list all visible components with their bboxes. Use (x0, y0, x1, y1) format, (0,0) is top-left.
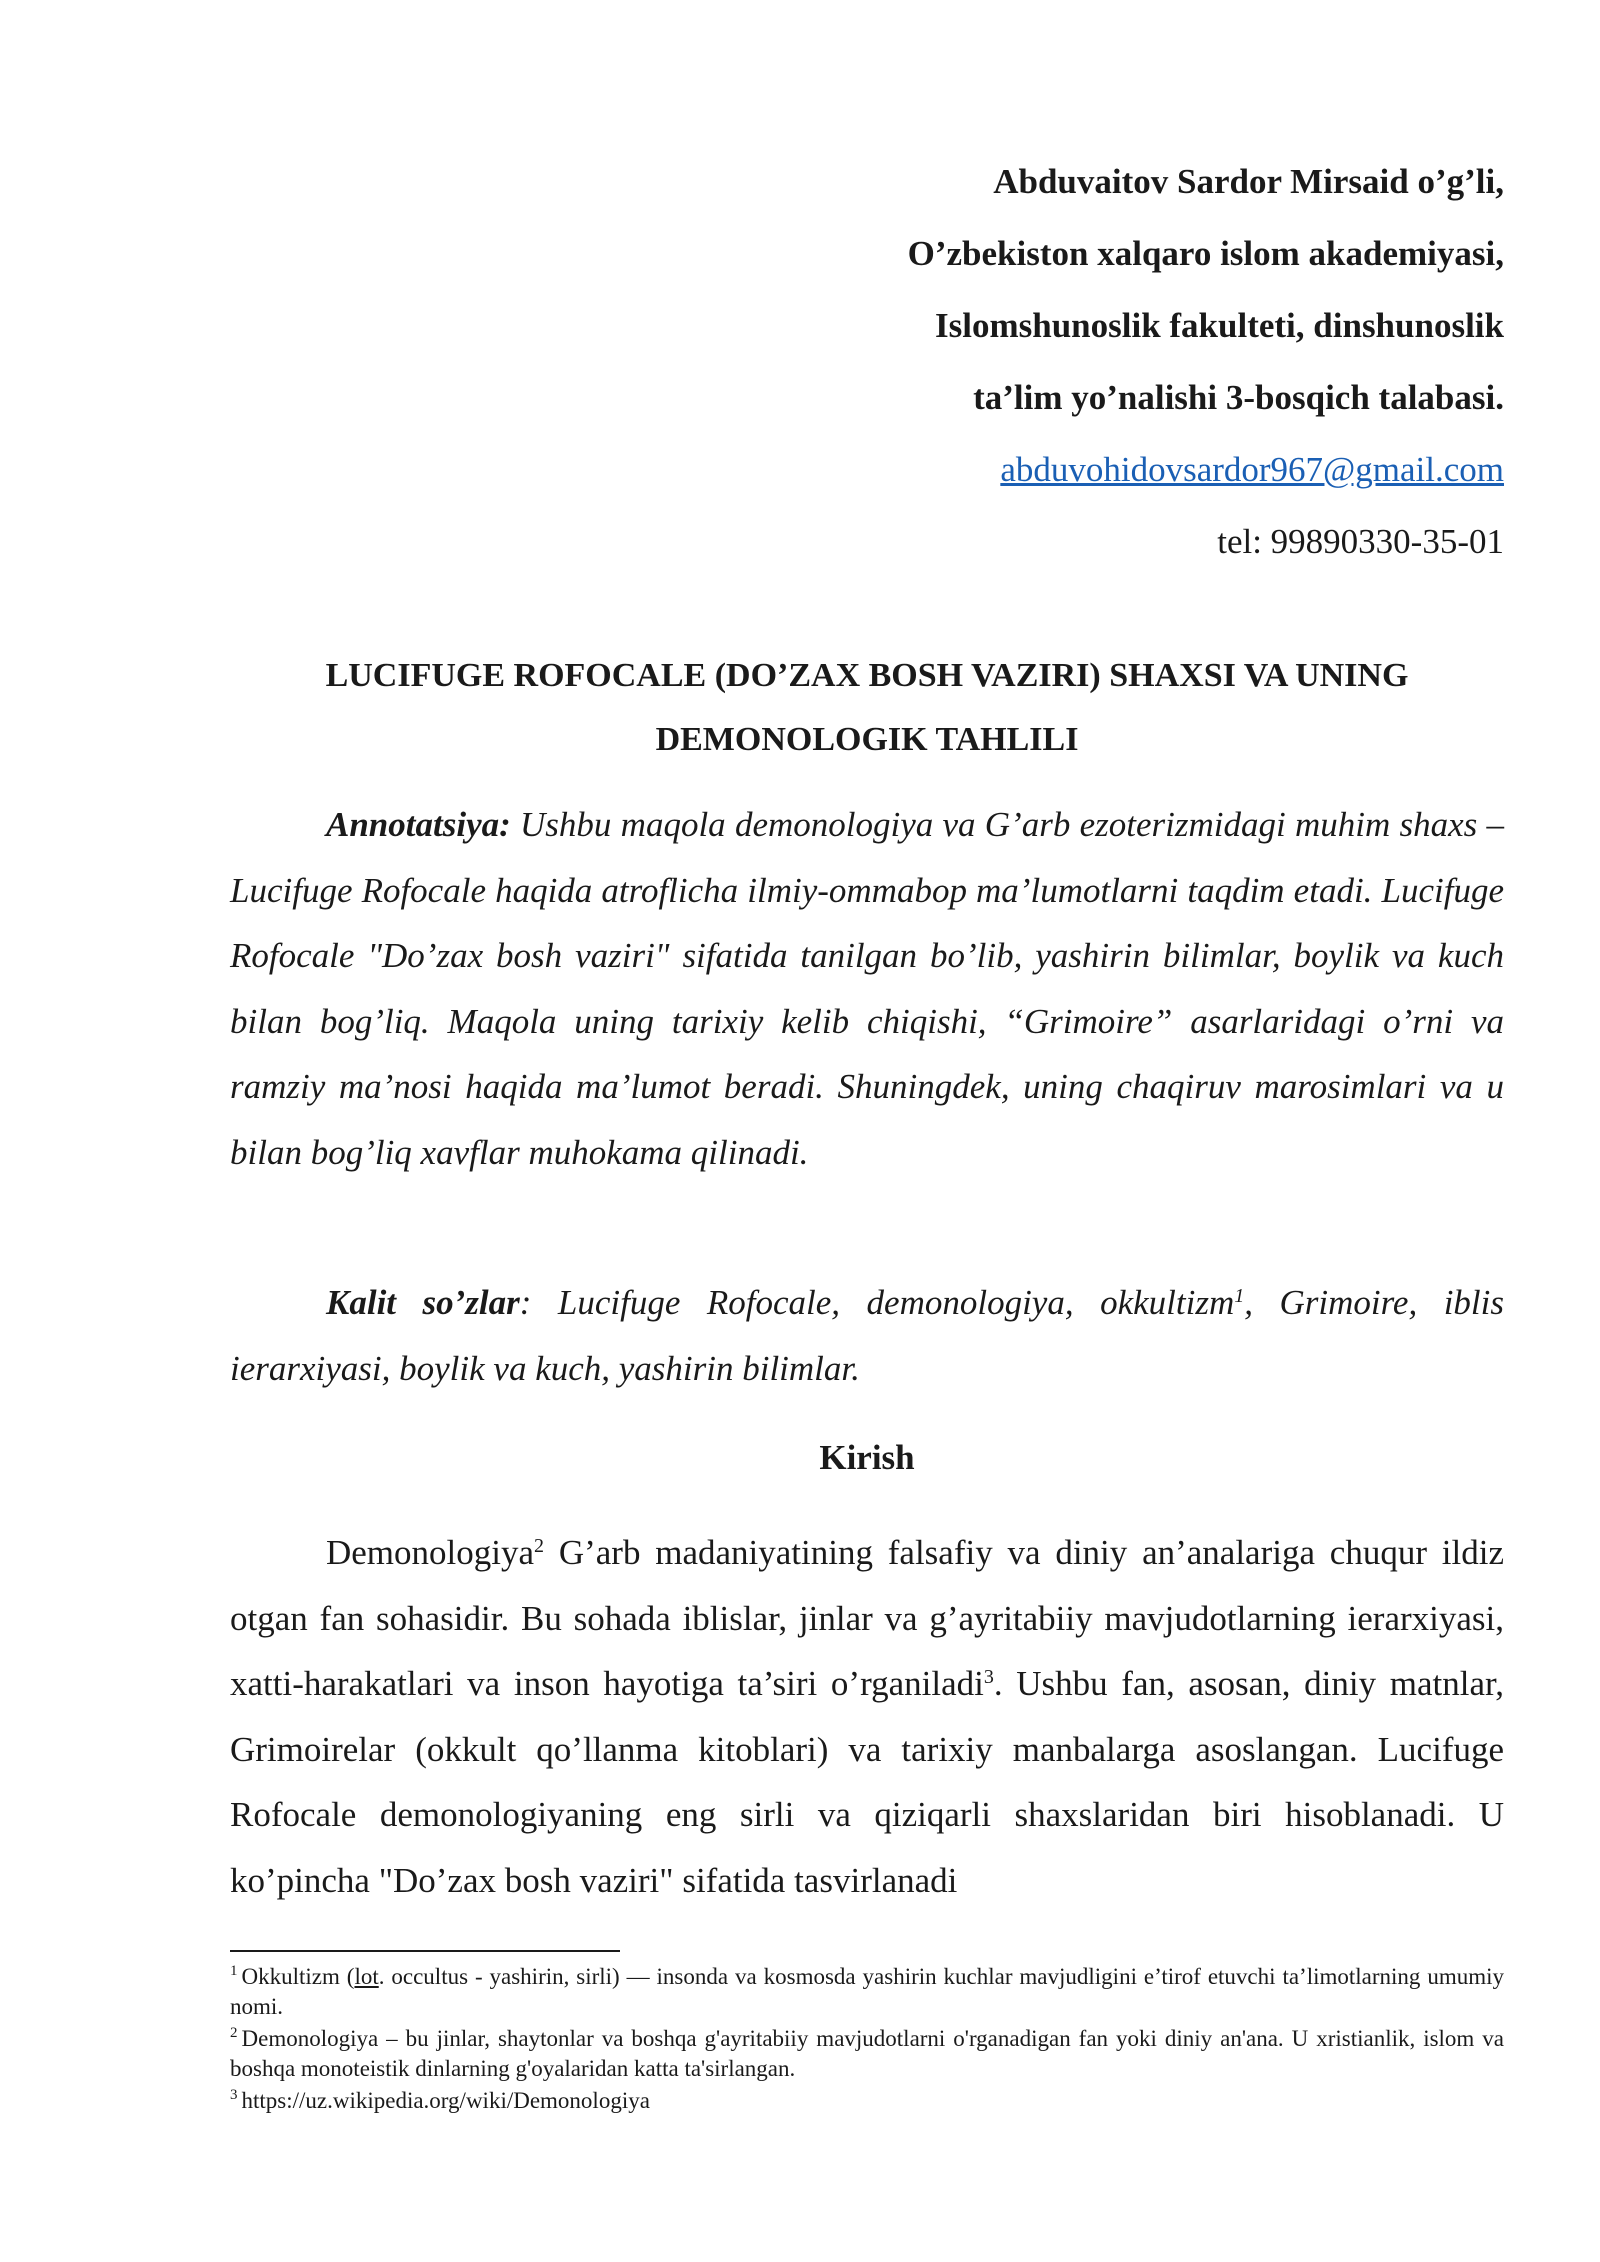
keywords-paragraph (230, 1270, 1504, 1401)
footnote-text: . occultus - yashirin, sirli) — insonda va kosmosda yashirin kuchlar mavjudligini e’tirof etuvchi ta’limotlarning umumiy nomi. (230, 1964, 1504, 2019)
abstract-text: Ushbu maqola demonologiya va G’arb ezoterizmidagi muhim shaxs – Lucifuge Rofocale haqida atroflicha ilmiy-ommabop ma’lumotlarni taqdim etadi. Lucifuge Rofocale "Do’zax bosh vaziri" sifatida tanilgan bo’lib, yashirin bilimlar, boylik va kuch bilan bog’liq. Maqola uning tarixiy kelib chiqishi, “Grimoire” asarlaridagi o’rni va ramziy ma’nosi haqida ma’lumot beradi. Shuningdek, uning chaqiruv marosimlari va u bilan bog’liq xavflar muhokama qilinadi. (230, 805, 1505, 1172)
author-affiliation: O’zbekiston xalqaro islom akademiyasi, (907, 234, 1504, 273)
author-program: ta’lim yo’nalishi 3-bosqich talabasi. (973, 378, 1504, 417)
footnote-1 (230, 1962, 1504, 2022)
footnote-link[interactable]: https://uz.wikipedia.org/wiki/Demonologiya (241, 2088, 650, 2113)
footnote-text: Demonologiya – bu jinlar, shaytonlar va boshqa g'ayritabiiy mavjudotlarni o'rganadigan fan yoki diniy an'ana. U xristianlik, islom va boshqa monoteistik dinlarning g'oyalaridan katta ta'sirlangan. (230, 2026, 1504, 2081)
keywords-colon: : (519, 1283, 532, 1322)
author-faculty: Islomshunoslik fakulteti, dinshunoslik (934, 306, 1504, 345)
title-line-1: LUCIFUGE ROFOCALE (DO’ZAX BOSH VAZIRI) SHAXSI VA UNING (325, 657, 1409, 694)
footnote-2 (230, 2024, 1504, 2084)
intro-text-2: G’arb madaniyatining falsafiy va diniy an’analariga chuqur ildiz otgan fan sohasidir. Bu sohada iblislar, jinlar va g’ayritabiiy mavjudotlarning ierarxiyasi, xatti-harakatlari va inson hayotiga ta’siri o’rganiladi (230, 1533, 1504, 1703)
author-block (604, 146, 1504, 578)
footnote-ref-1[interactable]: 1 (1234, 1285, 1245, 1307)
author-name: Abduvaitov Sardor Mirsaid o’g’li, (993, 162, 1504, 201)
keywords-text-start: Lucifuge Rofocale, demonologiya, okkultizm (531, 1283, 1235, 1322)
intro-text-3: . Ushbu fan, asosan, diniy matnlar, Grimoirelar (okkult qo’llanma kitoblari) va tarixiy manbalarga asoslangan. Lucifuge Rofocale demonologiyaning eng sirli va qiziqarli shaxslaridan biri hisoblanadi. U ko’pincha "Do’zax bosh vaziri" sifatida tasvirlanadi (230, 1664, 1504, 1900)
abstract-label: Annotatsiya: (326, 805, 511, 844)
keywords-label: Kalit so’zlar (326, 1283, 520, 1322)
footnote-3 (230, 2086, 1504, 2116)
article-title (230, 644, 1504, 772)
keywords-text-end: , Grimoire, iblis ierarxiyasi, boylik va kuch, yashirin bilimlar. (230, 1283, 1504, 1388)
author-phone: tel: 99890330-35-01 (1217, 522, 1504, 561)
footnote-ref-3[interactable]: 3 (983, 1666, 994, 1688)
title-line-2: DEMONOLOGIK TAHLILI (655, 721, 1079, 758)
footnote-number: 2 (230, 2025, 238, 2041)
footnote-number: 3 (230, 2087, 238, 2103)
intro-paragraph (230, 1520, 1504, 1913)
footnote-text: Okkultizm ( (241, 1964, 355, 1989)
abstract-paragraph (230, 792, 1504, 1185)
section-heading: Kirish (819, 1438, 915, 1477)
footnote-ref-2[interactable]: 2 (534, 1535, 545, 1557)
intro-text-1: Demonologiya (326, 1533, 535, 1572)
author-email-link[interactable]: abduvohidovsardor967@gmail.com (1000, 450, 1504, 489)
footnote-number: 1 (230, 1963, 238, 1979)
footnote-separator (230, 1950, 620, 1952)
footnote-abbreviation: lot (354, 1964, 379, 1989)
